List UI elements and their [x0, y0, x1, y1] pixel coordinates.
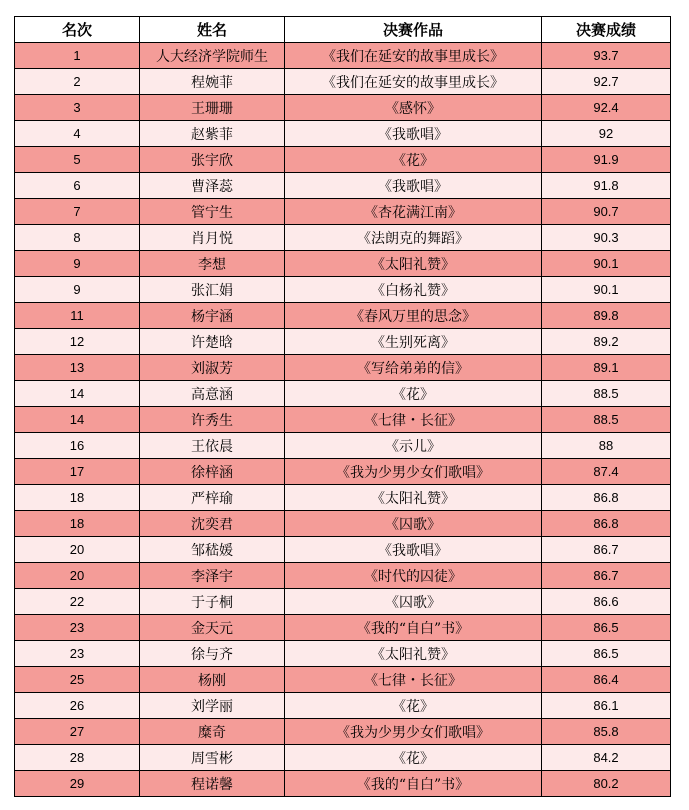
name-cell: 李想 — [140, 251, 285, 277]
work-cell: 《太阳礼赞》 — [285, 485, 542, 511]
rank-cell: 9 — [15, 277, 140, 303]
name-cell: 杨宇涵 — [140, 303, 285, 329]
table-row — [15, 95, 671, 121]
table-row — [15, 641, 671, 667]
table-row — [15, 563, 671, 589]
name-cell: 人大经济学院师生 — [140, 43, 285, 69]
rank-cell: 25 — [15, 667, 140, 693]
table-row — [15, 69, 671, 95]
header-rank: 名次 — [15, 17, 140, 43]
table-row — [15, 511, 671, 537]
name-cell: 刘淑芳 — [140, 355, 285, 381]
name-cell: 肖月悦 — [140, 225, 285, 251]
score-cell: 91.9 — [542, 147, 671, 173]
table-row — [15, 589, 671, 615]
table-row — [15, 693, 671, 719]
work-cell: 《花》 — [285, 147, 542, 173]
score-cell: 80.2 — [542, 771, 671, 797]
table-row — [15, 121, 671, 147]
score-cell: 90.1 — [542, 251, 671, 277]
rank-cell: 6 — [15, 173, 140, 199]
name-cell: 许楚晗 — [140, 329, 285, 355]
table-row — [15, 433, 671, 459]
work-cell: 《我歌唱》 — [285, 121, 542, 147]
score-cell: 86.8 — [542, 511, 671, 537]
score-cell: 86.7 — [542, 537, 671, 563]
name-cell: 高意涵 — [140, 381, 285, 407]
score-cell: 93.7 — [542, 43, 671, 69]
rank-cell: 9 — [15, 251, 140, 277]
rank-cell: 20 — [15, 563, 140, 589]
name-cell: 程婉菲 — [140, 69, 285, 95]
score-cell: 86.5 — [542, 615, 671, 641]
table-row — [15, 355, 671, 381]
name-cell: 刘学丽 — [140, 693, 285, 719]
rank-cell: 29 — [15, 771, 140, 797]
name-cell: 张汇娟 — [140, 277, 285, 303]
work-cell: 《我的“自白”书》 — [285, 615, 542, 641]
table-row — [15, 615, 671, 641]
score-cell: 91.8 — [542, 173, 671, 199]
table-row — [15, 667, 671, 693]
rank-cell: 27 — [15, 719, 140, 745]
work-cell: 《花》 — [285, 745, 542, 771]
table-row — [15, 407, 671, 433]
score-cell: 89.1 — [542, 355, 671, 381]
name-cell: 赵紫菲 — [140, 121, 285, 147]
work-cell: 《我歌唱》 — [285, 173, 542, 199]
header-row — [15, 17, 671, 43]
rank-cell: 5 — [15, 147, 140, 173]
rank-cell: 4 — [15, 121, 140, 147]
score-cell: 89.8 — [542, 303, 671, 329]
name-cell: 曹泽蕊 — [140, 173, 285, 199]
rank-cell: 16 — [15, 433, 140, 459]
work-cell: 《我为少男少女们歌唱》 — [285, 719, 542, 745]
rank-cell: 23 — [15, 641, 140, 667]
work-cell: 《春风万里的思念》 — [285, 303, 542, 329]
rank-cell: 22 — [15, 589, 140, 615]
rank-cell: 20 — [15, 537, 140, 563]
rank-cell: 1 — [15, 43, 140, 69]
name-cell: 徐与齐 — [140, 641, 285, 667]
work-cell: 《囚歌》 — [285, 511, 542, 537]
score-cell: 86.5 — [542, 641, 671, 667]
work-cell: 《囚歌》 — [285, 589, 542, 615]
score-cell: 86.1 — [542, 693, 671, 719]
work-cell: 《时代的囚徒》 — [285, 563, 542, 589]
score-cell: 89.2 — [542, 329, 671, 355]
score-cell: 87.4 — [542, 459, 671, 485]
table-row — [15, 771, 671, 797]
score-cell: 86.7 — [542, 563, 671, 589]
rank-cell: 18 — [15, 511, 140, 537]
rank-cell: 12 — [15, 329, 140, 355]
work-cell: 《我们在延安的故事里成长》 — [285, 43, 542, 69]
work-cell: 《我歌唱》 — [285, 537, 542, 563]
work-cell: 《示儿》 — [285, 433, 542, 459]
name-cell: 管宁生 — [140, 199, 285, 225]
score-cell: 92.4 — [542, 95, 671, 121]
name-cell: 糜奇 — [140, 719, 285, 745]
rank-cell: 26 — [15, 693, 140, 719]
score-cell: 88.5 — [542, 381, 671, 407]
table-row — [15, 537, 671, 563]
rank-cell: 14 — [15, 381, 140, 407]
rank-cell: 17 — [15, 459, 140, 485]
work-cell: 《太阳礼赞》 — [285, 251, 542, 277]
table-row — [15, 147, 671, 173]
name-cell: 严梓瑜 — [140, 485, 285, 511]
work-cell: 《写给弟弟的信》 — [285, 355, 542, 381]
rank-cell: 23 — [15, 615, 140, 641]
score-cell: 85.8 — [542, 719, 671, 745]
table-row — [15, 329, 671, 355]
name-cell: 于子桐 — [140, 589, 285, 615]
header-name: 姓名 — [140, 17, 285, 43]
score-cell: 92 — [542, 121, 671, 147]
results-table — [14, 16, 671, 797]
work-cell: 《法朗克的舞蹈》 — [285, 225, 542, 251]
table-row — [15, 485, 671, 511]
table-row — [15, 719, 671, 745]
rank-cell: 18 — [15, 485, 140, 511]
table-row — [15, 251, 671, 277]
name-cell: 周雪彬 — [140, 745, 285, 771]
name-cell: 邹嵇媛 — [140, 537, 285, 563]
name-cell: 徐梓涵 — [140, 459, 285, 485]
rank-cell: 28 — [15, 745, 140, 771]
work-cell: 《感怀》 — [285, 95, 542, 121]
score-cell: 86.4 — [542, 667, 671, 693]
rank-cell: 13 — [15, 355, 140, 381]
score-cell: 88 — [542, 433, 671, 459]
score-cell: 90.7 — [542, 199, 671, 225]
work-cell: 《生别死离》 — [285, 329, 542, 355]
work-cell: 《七律・长征》 — [285, 667, 542, 693]
work-cell: 《我为少男少女们歌唱》 — [285, 459, 542, 485]
header-work: 决赛作品 — [285, 17, 542, 43]
score-cell: 86.8 — [542, 485, 671, 511]
name-cell: 张宇欣 — [140, 147, 285, 173]
work-cell: 《太阳礼赞》 — [285, 641, 542, 667]
score-cell: 90.1 — [542, 277, 671, 303]
name-cell: 程诺馨 — [140, 771, 285, 797]
name-cell: 沈奕君 — [140, 511, 285, 537]
work-cell: 《花》 — [285, 381, 542, 407]
score-cell: 92.7 — [542, 69, 671, 95]
name-cell: 王珊珊 — [140, 95, 285, 121]
table-row — [15, 303, 671, 329]
table-row — [15, 173, 671, 199]
name-cell: 许秀生 — [140, 407, 285, 433]
table-row — [15, 459, 671, 485]
rank-cell: 11 — [15, 303, 140, 329]
rank-cell: 7 — [15, 199, 140, 225]
name-cell: 李泽宇 — [140, 563, 285, 589]
table-row — [15, 43, 671, 69]
name-cell: 王依晨 — [140, 433, 285, 459]
work-cell: 《白杨礼赞》 — [285, 277, 542, 303]
score-cell: 84.2 — [542, 745, 671, 771]
work-cell: 《我们在延安的故事里成长》 — [285, 69, 542, 95]
header-score: 决赛成绩 — [542, 17, 671, 43]
work-cell: 《我的“自白”书》 — [285, 771, 542, 797]
results-body — [15, 43, 671, 797]
work-cell: 《七律・长征》 — [285, 407, 542, 433]
table-row — [15, 199, 671, 225]
work-cell: 《花》 — [285, 693, 542, 719]
table-row — [15, 381, 671, 407]
table-row — [15, 225, 671, 251]
work-cell: 《杏花满江南》 — [285, 199, 542, 225]
rank-cell: 3 — [15, 95, 140, 121]
score-cell: 88.5 — [542, 407, 671, 433]
rank-cell: 2 — [15, 69, 140, 95]
table-row — [15, 745, 671, 771]
table-row — [15, 277, 671, 303]
score-cell: 90.3 — [542, 225, 671, 251]
rank-cell: 8 — [15, 225, 140, 251]
name-cell: 杨刚 — [140, 667, 285, 693]
score-cell: 86.6 — [542, 589, 671, 615]
rank-cell: 14 — [15, 407, 140, 433]
name-cell: 金天元 — [140, 615, 285, 641]
